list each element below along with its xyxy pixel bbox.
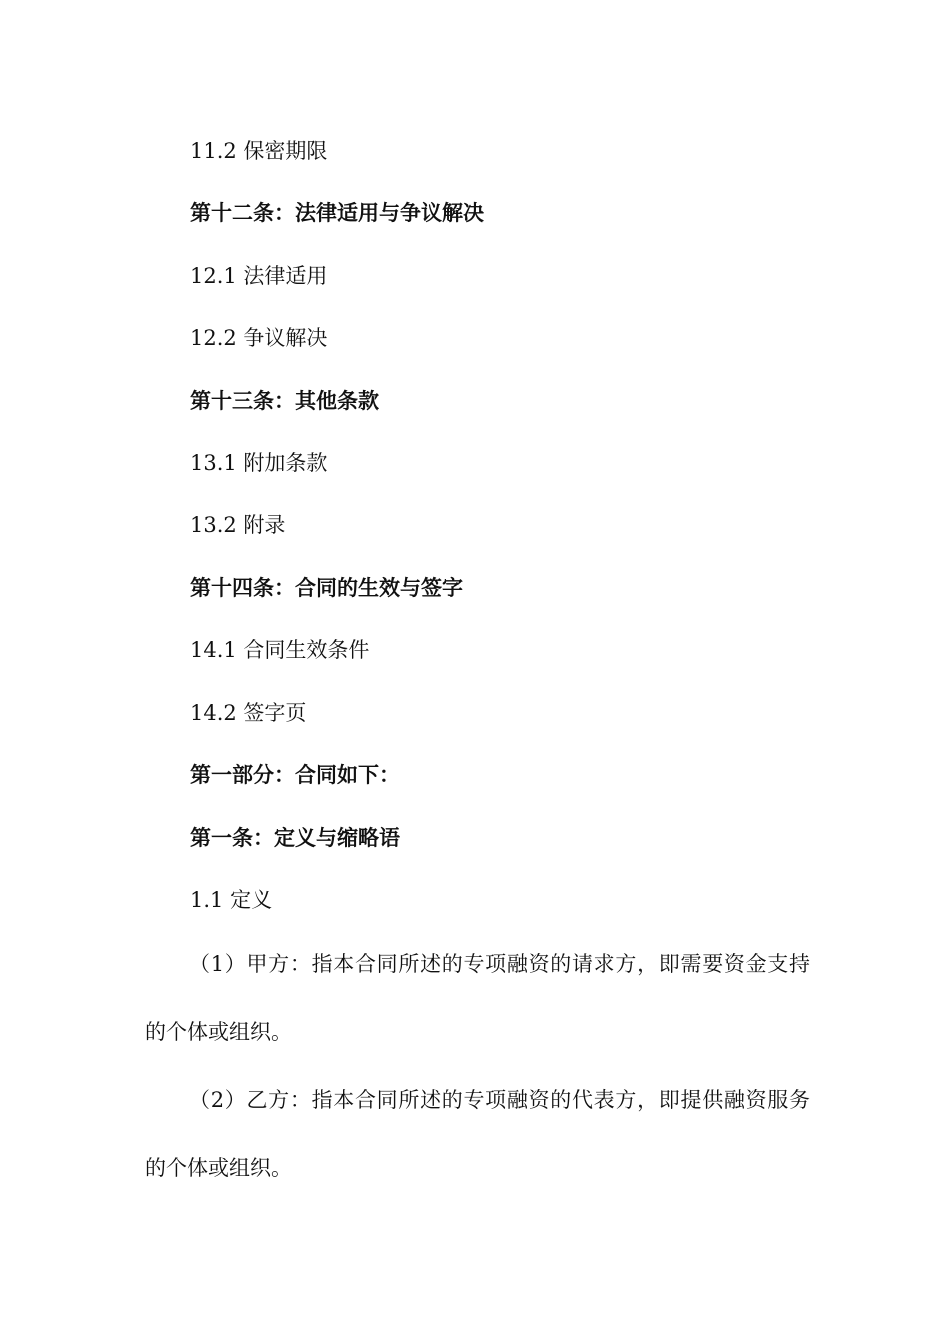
definition-party-a: （1）甲方：指本合同所述的专项融资的请求方，即需要资金支持的个体或组织。 (145, 952, 810, 1044)
clause-14-2: 14.2 签字页 (190, 701, 307, 725)
article-13-heading: 第十三条：其他条款 (190, 388, 379, 413)
article-1-heading: 第一条：定义与缩略语 (190, 825, 400, 850)
part-1-heading: 第一部分：合同如下： (190, 762, 400, 787)
clause-14-1: 14.1 合同生效条件 (190, 638, 370, 662)
clause-12-1: 12.1 法律适用 (190, 264, 328, 288)
definition-party-b: （2）乙方：指本合同所述的专项融资的代表方，即提供融资服务的个体或组织。 (145, 1088, 810, 1180)
clause-11-2: 11.2 保密期限 (190, 139, 328, 163)
clause-13-1: 13.1 附加条款 (190, 451, 328, 475)
clause-1-1: 1.1 定义 (190, 888, 273, 912)
article-14-heading: 第十四条：合同的生效与签字 (190, 575, 463, 600)
article-12-heading: 第十二条：法律适用与争议解决 (190, 200, 484, 225)
clause-12-2: 12.2 争议解决 (190, 326, 328, 350)
clause-13-2: 13.2 附录 (190, 513, 286, 537)
